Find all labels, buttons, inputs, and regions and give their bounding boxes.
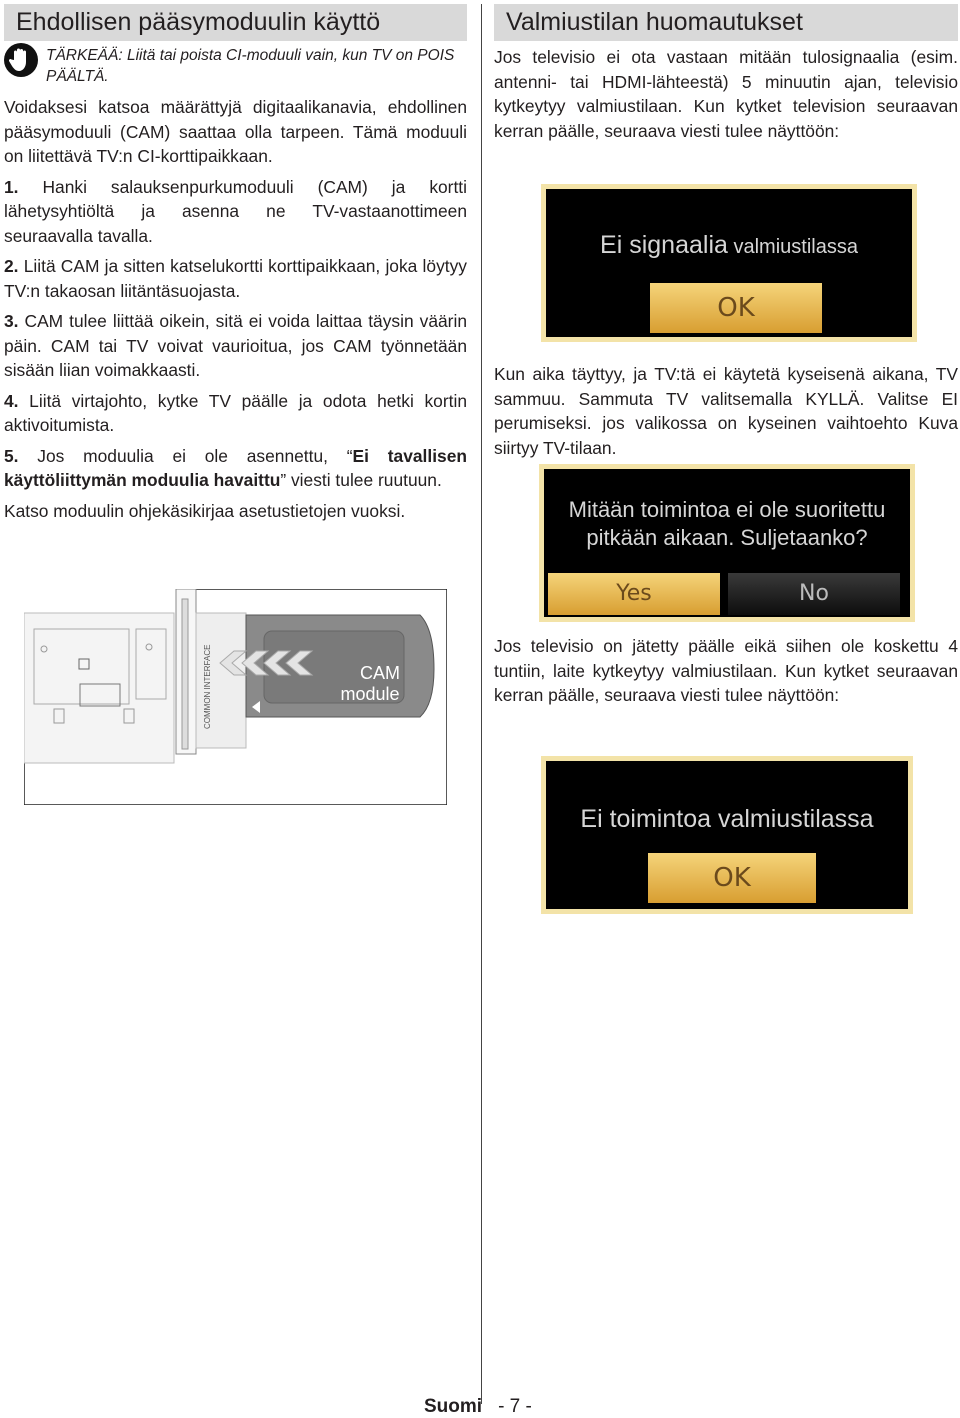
step-2	[4, 254, 467, 303]
step-number: 5.	[4, 445, 19, 466]
step-number: 3.	[4, 311, 19, 331]
manual-note: Katso moduulin ohjekäsikirjaa asetustietojen vuoksi.	[4, 500, 406, 521]
ok-button[interactable]: OK	[650, 283, 822, 333]
important-note	[4, 45, 467, 87]
shutdown-message-line2: pitkään aikaan. Suljetaanko?	[586, 525, 868, 550]
no-activity-dialog	[541, 756, 913, 914]
important-text: TÄRKEÄÄ: Liitä tai poista CI-moduuli vain, kun TV on POIS PÄÄLTÄ.	[46, 47, 455, 85]
step-text: CAM tulee liittää oikein, sitä ei voida laittaa täysin väärin päin. CAM tai TV voivat vaurioitua, jos CAM työnnetään sisään liian voimakkaasti.	[4, 311, 467, 380]
step-text: Hanki salauksenpurkumoduuli (CAM) ja kortti lähetysyhtiöltä ja asenna ne TV-vastaanottimeen seuraavalla tavalla.	[4, 176, 467, 246]
standby-paragraph-2: Kun aika täyttyy, ja TV:tä ei käytetä kyseisenä aikana, TV sammuu. Sammuta TV valitsemalla KYLLÄ. Valitse EI perumiseksi. jos valikossa on kyseinen vaihtoehto Kuva siirtyy TV-tilaan.	[494, 364, 958, 458]
standby-paragraph-3: Jos televisio on jätetty päälle eikä siihen ole koskettu 4 tuntiin, laite kytkeytyy valmiustilaan. Kun kytket seuraavan kerran päälle, seuraava viesti tulee näyttöön:	[494, 636, 958, 705]
tv-back-panel	[24, 613, 174, 763]
no-signal-small: valmiustilassa	[727, 236, 858, 258]
right-column	[494, 4, 958, 143]
step-1	[4, 175, 467, 249]
step-text-pre: Jos moduulia ei ole asennettu, “	[18, 445, 353, 466]
no-signal-big: Ei signaalia	[600, 231, 728, 259]
section-title-standby: Valmiustilan huomautukset	[494, 4, 958, 41]
step-text-bold: Ei tavallisen käyttöliittymän moduulia havaittu	[4, 445, 467, 490]
step-text-post: ” viesti tulee ruutuun.	[280, 470, 442, 490]
no-activity-message: Ei toimintoa valmiustilassa	[580, 805, 874, 833]
ok-button[interactable]: OK	[648, 853, 816, 903]
page-number: - 7 -	[498, 1396, 532, 1417]
step-text: Liitä CAM ja sitten katselukortti korttipaikkaan, joka löytyy TV:n takaosan liitäntäsuojasta.	[4, 256, 467, 301]
no-button[interactable]: No	[728, 573, 900, 615]
left-column	[4, 4, 467, 523]
step-number: 4.	[4, 390, 19, 411]
standby-paragraph-1: Jos televisio ei ota vastaan mitään tulosignaalia (esim. antenni- tai HDMI-lähteestä) 5 minuutin ajan, televisio kytkeytyy valmiustilaan. Kun kytket television seuraavan kerran päälle, seuraava viesti tulee näyttöön:	[494, 47, 958, 141]
footer-language: Suomi	[424, 1396, 483, 1417]
section-title-cam: Ehdollisen pääsymoduulin käyttö	[4, 4, 467, 41]
page-footer	[424, 1396, 532, 1418]
step-4	[4, 389, 467, 438]
common-interface-label: COMMON INTERFACE	[203, 644, 212, 729]
shutdown-message-line1: Mitään toimintoa ei ole suoritettu	[568, 497, 886, 522]
step-text: Liitä virtajohto, kytke TV päälle ja odota hetki kortin aktivoitumista.	[4, 390, 467, 435]
shutdown-confirm-dialog	[539, 464, 915, 622]
cam-label-line2: module	[340, 684, 400, 704]
intro-paragraph: Voidaksesi katsoa määrättyjä digitaalikanavia, ehdollinen pääsymoduuli (CAM) saattaa olla tarpeen. Tämä moduuli on liitettävä TV:n CI-korttipaikkaan.	[4, 97, 467, 166]
step-number: 1.	[4, 176, 19, 197]
cam-label-line1: CAM	[360, 663, 400, 683]
column-divider	[481, 4, 482, 1404]
step-3	[4, 309, 467, 383]
step-number: 2.	[4, 256, 19, 276]
hand-stop-icon	[4, 43, 38, 77]
yes-button[interactable]: Yes	[548, 573, 720, 615]
cam-insertion-figure	[24, 589, 447, 805]
step-5	[4, 444, 467, 493]
no-signal-message	[546, 231, 912, 260]
no-signal-dialog	[541, 184, 917, 342]
